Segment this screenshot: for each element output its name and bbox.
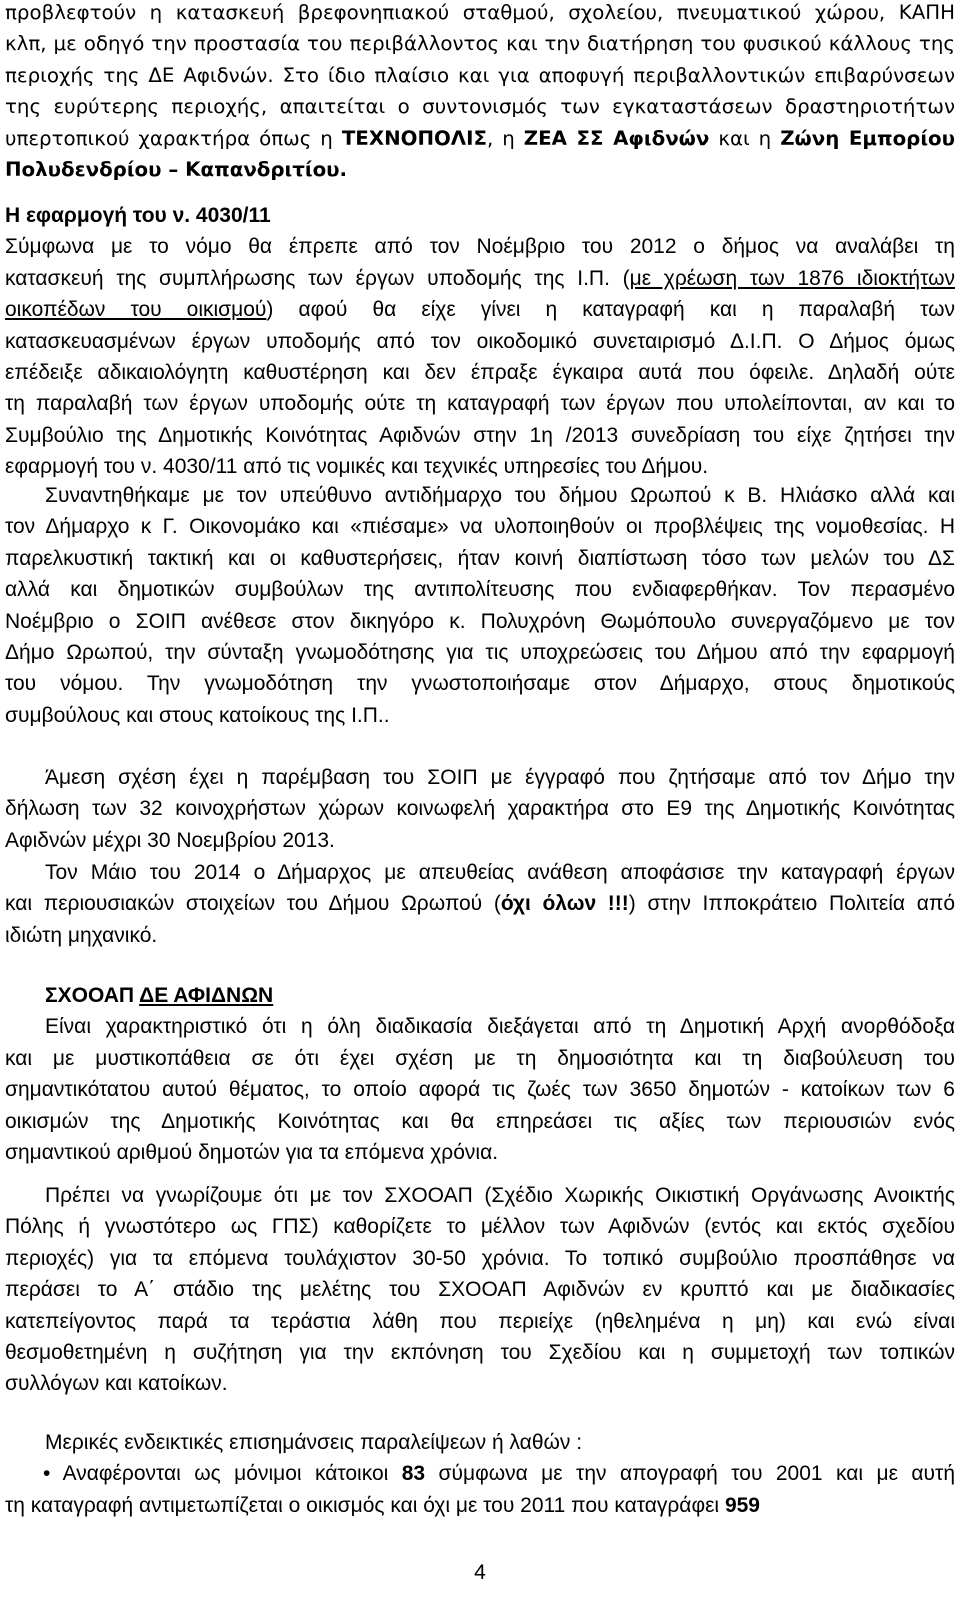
text-line: σημαντικότατου αυτού θέματος, το οποίο αφορά τις ζωές των 3650 δημοτών - κατοίκων των 6	[5, 1078, 955, 1102]
text-line: Πόλης ή γνωστότερο ως ΓΠΣ) καθορίζετε το μέλλον των Αφιδνών (εντός και εκτός σχεδίου	[5, 1215, 955, 1239]
text-line: συμβούλους και στους κατοίκους της Ι.Π..	[5, 703, 390, 727]
text-line: Δήμο Ωρωπού, την σύνταξη γνωμοδότησης για τις υποχρεώσεις του Δήμου από την εφαρμογή	[5, 641, 955, 665]
text-line: Συναντηθήκαμε με τον υπεύθυνο αντιδήμαρχο του δήμου Ωρωπού κ Β. Ηλιάσκο αλλά και	[45, 484, 955, 507]
text-line: Πρέπει να γνωρίζουμε ότι με τον ΣΧΟΟΑΠ (Σχέδιο Χωρικής Οικιστική Οργάνωσης Ανοικτής	[45, 1184, 955, 1207]
text-line: παρελκυστική τακτική και οι καθυστερήσεις, ήταν κοινή διαπίστωση τόσο των μελών του ΔΣ	[5, 546, 955, 570]
text-line: Άμεση σχέση έχει η παρέμβαση του ΣΟΙΠ με έγγραφό που ζητήσαμε από τον Δήμο την	[45, 766, 955, 789]
request-paragraph	[5, 762, 955, 856]
bold-term: ΤΕΧΝΟΠΟΛΙΣ	[341, 126, 487, 150]
meeting-paragraph	[5, 480, 955, 731]
text-line: κατασκευασμένων έργων υποδομής από τον οικοδομικό συνεταιρισμό Δ.Ι.Π. Ο Δήμος όμως	[5, 329, 955, 353]
text-line: επέδειξε αδικαιολόγητη καθυστέρηση και δεν έπραξε έγκαιρα αυτά που όφειλε. Δηλαδή ούτε	[5, 361, 955, 385]
schooap-section	[5, 980, 955, 1168]
text-line: θεσμοθετημένη η συζήτηση για την εκπόνηση του Σχεδίου και η συμμετοχή των τοπικών	[5, 1341, 955, 1365]
bullet-item-continuation: τη καταγραφή αντιμετωπίζεται ο οικισμός και όχι με του 2011 που καταγράφει 959	[5, 1493, 760, 1517]
may-paragraph	[5, 857, 955, 951]
text-line: Μερικές ενδεικτικές επισημάνσεις παραλείψεων ή λαθών :	[45, 1431, 583, 1454]
text-line: Τον Μάιο του 2014 ο Δήμαρχος με απευθείας ανάθεση αποφάσισε την καταγραφή έργων	[45, 861, 955, 884]
text-line: περάσει το Α΄ στάδιο της μελέτης του ΣΧΟΟΑΠ Αφιδνών εν κρυπτό και με διαδικασίες	[5, 1278, 955, 1302]
section-heading: ΣΧΟΟΑΠ ΔΕ ΑΦΙΔΝΩΝ	[45, 984, 274, 1007]
text-line: αλλά και δημοτικών συμβούλων της αντιπολίτευσης που ενδιαφερθήκαν. Τον περασμένο	[5, 578, 955, 602]
bullet-item: • Αναφέρονται ως μόνιμοι κάτοικοι 83 σύμφωνα με την απογραφή του 2001 και με αυτή	[43, 1462, 955, 1486]
text-line: κατασκευή της συμπλήρωσης των έργων υποδομής της Ι.Π. (με χρέωση των 1876 ιδιοκτήτων	[5, 266, 955, 290]
intro-paragraph	[5, 0, 955, 185]
text-line: τον Δήμαρχο κ Γ. Οικονομάκο και «πιέσαμε» να υλοποιηθούν οι προβλέψεις της νομοθεσίας. Η	[5, 515, 955, 539]
text-line: προβλεφτούν η κατασκευή βρεφονηπιακού σταθμού, σχολείου, πνευματικού χώρου, ΚΑΠΗ	[5, 1, 955, 24]
bold-term: Ζώνη Εμπορίου	[780, 126, 955, 150]
remarks-section	[5, 1427, 955, 1521]
text-line: τη παραλαβή των έργων υποδομής ούτε τη καταγραφή των έργων που υπολείπονται, αν και το	[5, 392, 955, 416]
text-line: οικοπέδων του οικισμού) αφού θα είχε γίνει η καταγραφή και η παραλαβή των	[5, 298, 956, 322]
text-line: Συμβούλιο της Δημοτικής Κοινότητας Αφιδνών στην 1η /2013 συνεδρίαση του είχε ζητήσει την	[5, 423, 955, 447]
text-line: ιδιώτη μηχανικό.	[5, 923, 158, 947]
page-number: 4	[474, 1561, 486, 1584]
text-line: της ευρύτερης περιοχής, απαιτείται ο συντονισμός των εγκαταστάσεων δραστηριοτήτων	[5, 95, 955, 119]
text-line: σημαντικού αριθμού δημοτών για τα επόμενα χρόνια.	[5, 1141, 499, 1165]
text-line: δήλωση των 32 κοινοχρήστων χώρων κοινωφελή χαρακτήρα στο Ε9 της Δημοτικής Κοινότητας	[5, 797, 955, 821]
text-line: Νοέμβριο ο ΣΟΙΠ ανέθεσε στον δικηγόρο κ. Πολυχρόνη Θωμόπουλο συνεργαζόμενο με τον	[5, 609, 955, 633]
text-line: Σύμφωνα με το νόμο θα έπρεπε από τον Νοέμβριο του 2012 ο δήμος να αναλάβει τη	[5, 235, 955, 259]
text-line: κατεπείγοντος παρά τα τεράστια λάθη που περιείχε (ηθελημένα η μη) και ενώ είναι	[5, 1309, 955, 1333]
text-line: εφαρμογή του ν. 4030/11 από τις νομικές και τεχνικές υπηρεσίες του Δήμου.	[5, 455, 709, 479]
law-section	[5, 200, 955, 483]
text-line: υπερτοπικού χαρακτήρα όπως η ΤΕΧΝΟΠΟΛΙΣ, η ΖΕΑ ΣΣ Αφιδνών και η Ζώνη Εμπορίου	[5, 126, 955, 150]
text-line: Πολυδενδρίου – Καπανδριτίου.	[5, 158, 348, 182]
text-line: και με μυστικοπάθεια σε ότι έχει σχέση με τη δημοσιότητα και τη διαβούλευση του	[5, 1046, 955, 1070]
text-line: περιοχές) για τα επόμενα τουλάχιστον 30-50 χρόνια. Το τοπικό συμβούλιο προσπάθησε να	[5, 1246, 955, 1270]
gps-paragraph	[5, 1180, 955, 1400]
text-line: Αφιδνών μέχρι 30 Νοεμβρίου 2013.	[5, 828, 335, 852]
text-line: συλλόγων και κατοίκων.	[5, 1372, 228, 1396]
section-heading: Η εφαρμογή του ν. 4030/11	[5, 204, 271, 227]
bold-term: ΖΕΑ ΣΣ Αφιδνών	[523, 126, 710, 150]
text-line: περιοχής της ΔΕ Αφιδνών. Στο ίδιο πλαίσιο και για αποφυγή περιβαλλοντικών επιβαρύνσεων	[5, 63, 955, 87]
text-line: του νόμου. Την γνωμοδότηση την γνωστοποιήσαμε στον Δήμαρχο, στους δημοτικούς	[5, 672, 955, 696]
text-line: οικισμών της Δημοτικής Κοινότητας και θα επηρεάσει τις αξίες των περιουσιών ενός	[5, 1109, 955, 1133]
text-line: και περιουσιακών στοιχείων του Δήμου Ωρωπού (όχι όλων !!!) στην Ιπποκράτειο Πολιτεία από	[5, 892, 956, 916]
text-line: κλπ, με οδηγό την προστασία του περιβάλλοντος και την διατήρηση του φυσικού κάλλους της	[5, 32, 955, 56]
text-line: Είναι χαρακτηριστικό ότι η όλη διαδικασία διεξάγεται από τη Δημοτική Αρχή ανορθόδοξα	[45, 1015, 955, 1039]
